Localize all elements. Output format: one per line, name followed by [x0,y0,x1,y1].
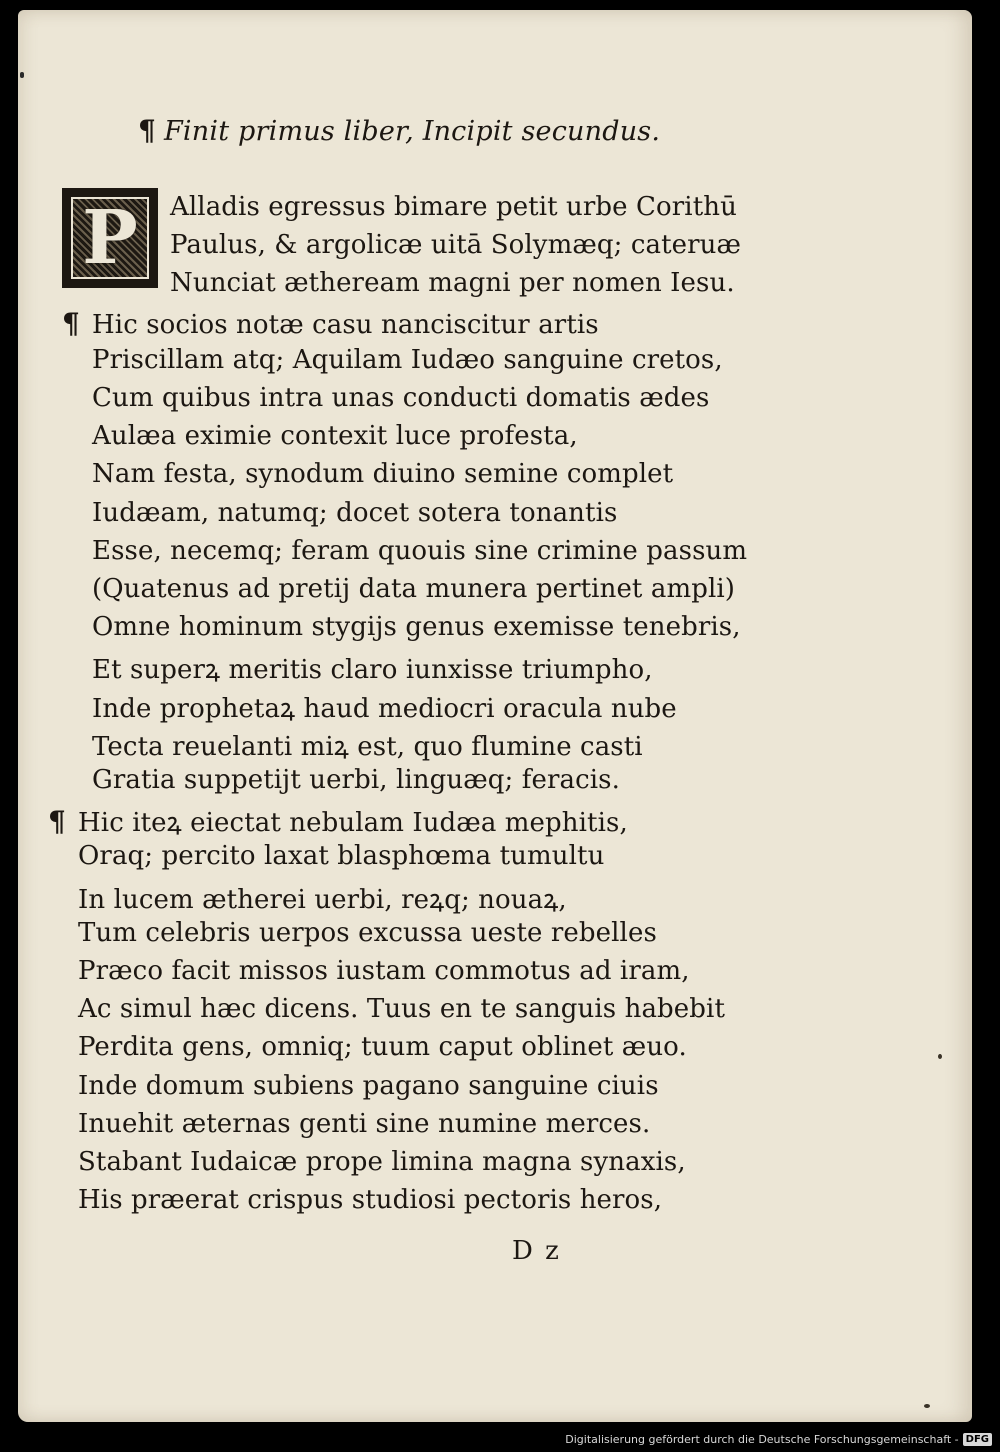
verse-line-text: Et superꝝ meritis claro iunxisse triumpho, [92,655,653,685]
verse-line [92,612,741,642]
verse-line [92,459,673,489]
verse-line-text: Gratia suppetijt uerbi, linguæq; feracis. [92,765,620,795]
verse-line [78,841,604,871]
verse-line-text: Omne hominum stygijs genus exemisse tenebris, [92,612,741,642]
verse-line [48,803,628,839]
book-page [18,10,972,1422]
verse-line-text: Hic socios notæ casu nanciscitur artis [92,310,599,340]
verse-line-text: Oraq; percito laxat blasphœma tumultu [78,841,605,871]
pilcrow-icon: ¶ [62,307,80,340]
verse-line [78,1185,662,1215]
verse-line-text: Esse, necemq; feram quouis sine crimine passum [92,536,748,566]
verse-line-text: Inde prophetaꝝ haud mediocri oracula nube [92,694,677,724]
verse-line [92,498,617,528]
verse-line-text: Alladis egressus bimare petit urbe Corithū [170,192,737,222]
paper-speck [924,1404,930,1408]
verse-line [170,268,735,298]
verse-line [92,421,578,451]
page-edge-mark [20,72,24,78]
verse-line [78,1147,686,1177]
verse-line [92,727,643,763]
paper-speck [938,1054,942,1059]
verse-line [92,689,677,725]
pilcrow-icon: ¶ [48,805,66,838]
verse-line-text: Nunciat ætheream magni per nomen Iesu. [170,268,735,298]
verse-line [170,192,737,222]
verse-line-text: Inde domum subiens pagano sanguine ciuis [78,1071,659,1101]
verse-line-text: (Quatenus ad pretij data munera pertinet ampli) [92,574,736,604]
footer-text: Digitalisierung gefördert durch die Deutsche Forschungsgemeinschaft - [565,1433,959,1446]
book-heading [138,114,660,147]
verse-line [78,1109,650,1139]
verse-line-text: Ac simul hæc dicens. Tuus en te sanguis habebit [78,994,725,1024]
verse-line-text: Aulæa eximie contexit luce profesta, [92,421,578,451]
verse-line-text: Tum celebris uerpos excussa ueste rebelles [78,918,657,948]
verse-line-text: Tecta reuelanti miꝝ est, quo flumine casti [92,732,643,762]
verse-line [92,574,735,604]
verse-line [92,345,723,375]
decorated-initial [62,188,158,288]
verse-line-text: Iudæam, natumq; docet sotera tonantis [92,498,618,528]
dfg-logo: DFG [963,1433,992,1446]
initial-letter: P [82,195,138,281]
verse-line [78,1032,687,1062]
verse-line [62,307,599,340]
verse-line [78,880,567,916]
verse-line-text: Stabant Iudaicæ prope limina magna synaxis, [78,1147,686,1177]
signature-mark: D z [512,1236,561,1266]
verse-line [78,1071,659,1101]
verse-line [78,994,725,1024]
digitization-footer [565,1433,992,1446]
verse-line-text: Perdita gens, omniq; tuum caput oblinet æuo. [78,1032,687,1062]
verse-line [92,383,709,413]
verse-line [78,918,657,948]
verse-line [78,956,690,986]
verse-line-text: Præco facit missos iustam commotus ad iram, [78,956,690,986]
pilcrow-icon: ¶ [138,114,157,147]
verse-line-text: Hic iteꝝ eiectat nebulam Iudæa mephitis, [78,808,628,838]
verse-line [92,536,747,566]
verse-line-text: Cum quibus intra unas conducti domatis ædes [92,383,710,413]
verse-line [92,650,653,686]
verse-line-text: Nam festa, synodum diuino semine complet [92,459,674,489]
verse-line [92,765,620,795]
heading-text: Finit primus liber, Incipit secundus. [164,116,661,147]
verse-line-text: His præerat crispus studiosi pectoris heros, [78,1185,663,1215]
verse-line-text: In lucem ætherei uerbi, reꝝq; nouaꝝ, [78,885,567,915]
verse-line [170,230,741,260]
verse-line-text: Inuehit æternas genti sine numine merces. [78,1109,651,1139]
verse-line-text: Paulus, & argolicæ uitā Solymæq; cateruæ [170,230,742,260]
verse-line-text: Priscillam atq; Aquilam Iudæo sanguine cretos, [92,345,723,375]
